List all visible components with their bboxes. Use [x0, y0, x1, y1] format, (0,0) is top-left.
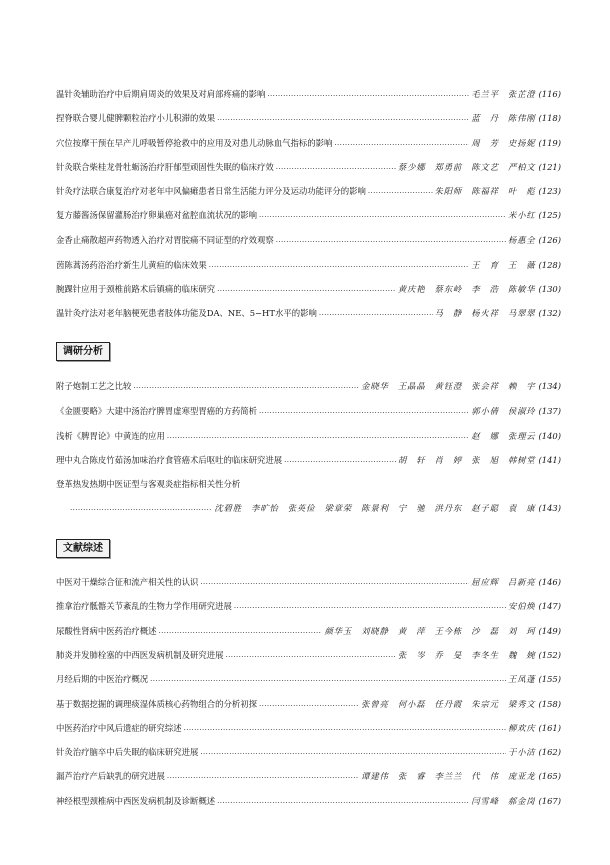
entry-page: (121): [538, 162, 561, 172]
entry-title: 针灸治疗脑卒中后失眠的临床研究进展: [56, 747, 199, 757]
entry-title: 穴位按摩干预在早产儿呼吸暂停抢救中的应用及对患儿动脉血气指标的影响: [56, 138, 333, 148]
entry-authors: 黄庆艳 蔡东岭 李 浩 陈敏华: [397, 284, 536, 294]
entry-page: (119): [538, 138, 561, 148]
entry-authors: 王凤蓬: [507, 674, 536, 684]
toc-entry: [56, 135, 561, 151]
dot-leader: [184, 720, 506, 736]
entry-authors: 郭小倩 侯淑玲: [471, 406, 536, 416]
entry-page: (141): [538, 455, 561, 465]
dot-leader: [167, 428, 469, 444]
entry-title: 金香止痛散超声药物透入治疗对胃脘痛不同证型的疗效观察: [56, 235, 274, 245]
dot-leader: [319, 305, 433, 321]
entry-title: 捏脊联合婴儿健脾颗粒治疗小儿积滞的效果: [56, 113, 216, 123]
dot-leader: [133, 378, 359, 394]
dot-leader: [259, 403, 469, 419]
toc-entry: [56, 183, 561, 199]
toc-entry: [56, 305, 561, 321]
entry-page: (143): [538, 503, 561, 513]
entry-page: (123): [538, 186, 561, 196]
entry-title: 温针灸疗法对老年脑梗死患者肢体功能及DA、NE、5−HT水平的影响: [56, 308, 317, 318]
entry-page: (161): [538, 723, 561, 733]
entry-page: (130): [538, 284, 561, 294]
entry-title: 茵陈蒿汤药浴治疗新生儿黄疸的临床效果: [56, 260, 207, 270]
entry-title: 漏芦治疗产后缺乳的研究进展: [56, 771, 165, 781]
entry-authors: 米小红: [507, 210, 536, 220]
entry-authors: 于小洁: [507, 747, 536, 757]
entry-authors: 马 静 杨火祥 马翠翠: [434, 308, 536, 318]
dot-leader: [226, 647, 396, 663]
entry-title: 针灸联合柴桂龙骨牡蛎汤治疗肝郁型顽固性失眠的临床疗效: [56, 162, 274, 172]
entry-page: (116): [538, 89, 561, 99]
entry-page: (162): [538, 747, 561, 757]
entry-authors: 沈碧胜 李旷怡 张英俭 梁章荣 陈景利 宁 驰 洪丹东 赵子聪 袁 康: [214, 503, 536, 513]
dot-leader: [217, 281, 396, 297]
entry-title: 理中丸合陈皮竹茹汤加味治疗食管癌术后呕吐的临床研究进展: [56, 455, 283, 465]
entry-page: (134): [538, 381, 561, 391]
entry-title: 月经后期的中医治疗概况: [56, 674, 149, 684]
entry-page: (152): [538, 650, 561, 660]
toc-entry: [56, 598, 561, 614]
entry-page: (155): [538, 674, 561, 684]
toc-entry-author-line: [56, 500, 561, 516]
toc-entry: [56, 257, 561, 273]
entry-authors: 赵 娜 张理云: [471, 431, 536, 441]
entry-page: (126): [538, 235, 561, 245]
dot-leader: [70, 500, 212, 516]
entry-title: 中医药治疗中风后遗症的研究综述: [56, 723, 182, 733]
entry-page: (128): [538, 260, 561, 270]
dot-leader: [368, 183, 433, 199]
entry-page: (146): [538, 577, 561, 587]
entry-title: 登革热发热期中医证型与客观炎症指标相关性分析: [56, 479, 241, 489]
entry-authors: 颜华玉 刘晓静 黄 萍 王今栋 沙 磊 刘 珂: [324, 626, 536, 636]
entry-authors: 杨惠全: [507, 235, 536, 245]
entry-page: (118): [538, 113, 561, 123]
dot-leader: [234, 598, 506, 614]
entry-title: 推拿治疗骶髂关节紊乱的生物力学作用研究进展: [56, 601, 232, 611]
entry-page: (140): [538, 431, 561, 441]
dot-leader: [150, 671, 506, 687]
dot-leader: [209, 257, 469, 273]
toc-entry: [56, 159, 561, 175]
dot-leader: [276, 232, 506, 248]
dot-leader: [217, 793, 469, 809]
toc-entry: [56, 110, 561, 126]
entry-authors: 金晓华 王晶晶 黄钰澄 张会祥 赖 宇: [361, 381, 536, 391]
toc-entry: [56, 744, 561, 760]
entry-title: 腕踝针应用于颈椎前路术后镇痛的临床研究: [56, 284, 216, 294]
dot-leader: [267, 86, 469, 102]
entry-authors: 蓝 丹 陈伟刚: [471, 113, 536, 123]
toc-entry: [56, 207, 561, 223]
entry-page: (147): [538, 601, 561, 611]
entry-authors: 毛兰平 张芷澄: [471, 89, 536, 99]
toc-entry: [56, 403, 561, 419]
entry-page: (132): [538, 308, 561, 318]
toc-entry: [56, 793, 561, 809]
entry-authors: 闫雪峰 郝金岗: [471, 796, 536, 806]
entry-authors: 胡 轩 肖 婷 张 旭 韩树堂: [397, 455, 536, 465]
dot-leader: [167, 768, 359, 784]
entry-title: 浅析《脾胃论》中黄连的应用: [56, 431, 165, 441]
entry-title: 基于数据挖掘的调理痰湿体质核心药物组合的分析初探: [56, 699, 257, 709]
dot-leader: [334, 135, 469, 151]
toc-entry: [56, 452, 561, 468]
toc-entry: [56, 86, 561, 102]
entry-authors: 屈应辉 吕新亮: [471, 577, 536, 587]
dot-leader: [259, 207, 506, 223]
toc-entry: [56, 378, 561, 394]
toc-entry: [56, 428, 561, 444]
dot-leader: [159, 623, 323, 639]
toc-entry: [56, 281, 561, 297]
toc-entry: [56, 232, 561, 248]
entry-page: (167): [538, 796, 561, 806]
entry-authors: 安伯焕: [507, 601, 536, 611]
entry-title: 复方藤酱汤保留灌肠治疗卵巢癌对盆腔血流状况的影响: [56, 210, 257, 220]
entry-authors: 王 育 王 薇: [471, 260, 536, 270]
entry-title: 中医对干燥综合征和流产相关性的认识: [56, 577, 199, 587]
entry-title: 尿酸性肾病中医药治疗概述: [56, 626, 157, 636]
dot-leader: [217, 110, 469, 126]
entry-title: 肺炎并发肺栓塞的中西医发病机制及研究进展: [56, 650, 224, 660]
entry-title: 《金匮要略》大建中汤治疗脾胃虚寒型胃癌的方药简析: [56, 406, 257, 416]
entry-page: (165): [538, 771, 561, 781]
entry-page: (149): [538, 626, 561, 636]
entry-title: 神经根型颈椎病中西医发病机制及诊断概述: [56, 796, 216, 806]
dot-leader: [200, 744, 506, 760]
toc-entry: [56, 647, 561, 663]
entry-page: (125): [538, 210, 561, 220]
toc-entry-title-line: [56, 476, 561, 492]
dot-leader: [259, 696, 359, 712]
section-heading-survey: 调研分析: [56, 342, 110, 361]
entry-title: 针灸疗法联合康复治疗对老年中风偏瘫患者日常生活能力评分及运动功能评分的影响: [56, 186, 366, 196]
dot-leader: [276, 159, 396, 175]
section-heading-review: 文献综述: [56, 539, 110, 558]
entry-title: 附子炮制工艺之比较: [56, 381, 132, 391]
dot-leader: [200, 574, 469, 590]
entry-title: 温针灸辅助治疗中后期肩周炎的效果及对肩部疼痛的影响: [56, 89, 266, 99]
entry-authors: 张 岑 乔 旻 李冬生 魏 婉: [397, 650, 536, 660]
toc-entry: [56, 574, 561, 590]
entry-authors: 朱阳师 陈福祥 叶 彪: [434, 186, 536, 196]
dot-leader: [284, 452, 396, 468]
toc-entry: [56, 623, 561, 639]
toc-entry: [56, 671, 561, 687]
toc-entry: [56, 768, 561, 784]
entry-authors: 张曾亮 何小磊 任丹霞 朱宗元 梁秀文: [361, 699, 536, 709]
entry-page: (137): [538, 406, 561, 416]
entry-page: (158): [538, 699, 561, 709]
entry-authors: 蔡少娜 郑勇前 陈文艺 严柏文: [397, 162, 536, 172]
entry-authors: 柳欢庆: [507, 723, 536, 733]
entry-authors: 谭建伟 张 睿 李兰兰 代 伟 庞亚龙: [361, 771, 536, 781]
entry-authors: 周 芳 史扬妮: [471, 138, 536, 148]
toc-entry: [56, 720, 561, 736]
toc-entry: [56, 696, 561, 712]
